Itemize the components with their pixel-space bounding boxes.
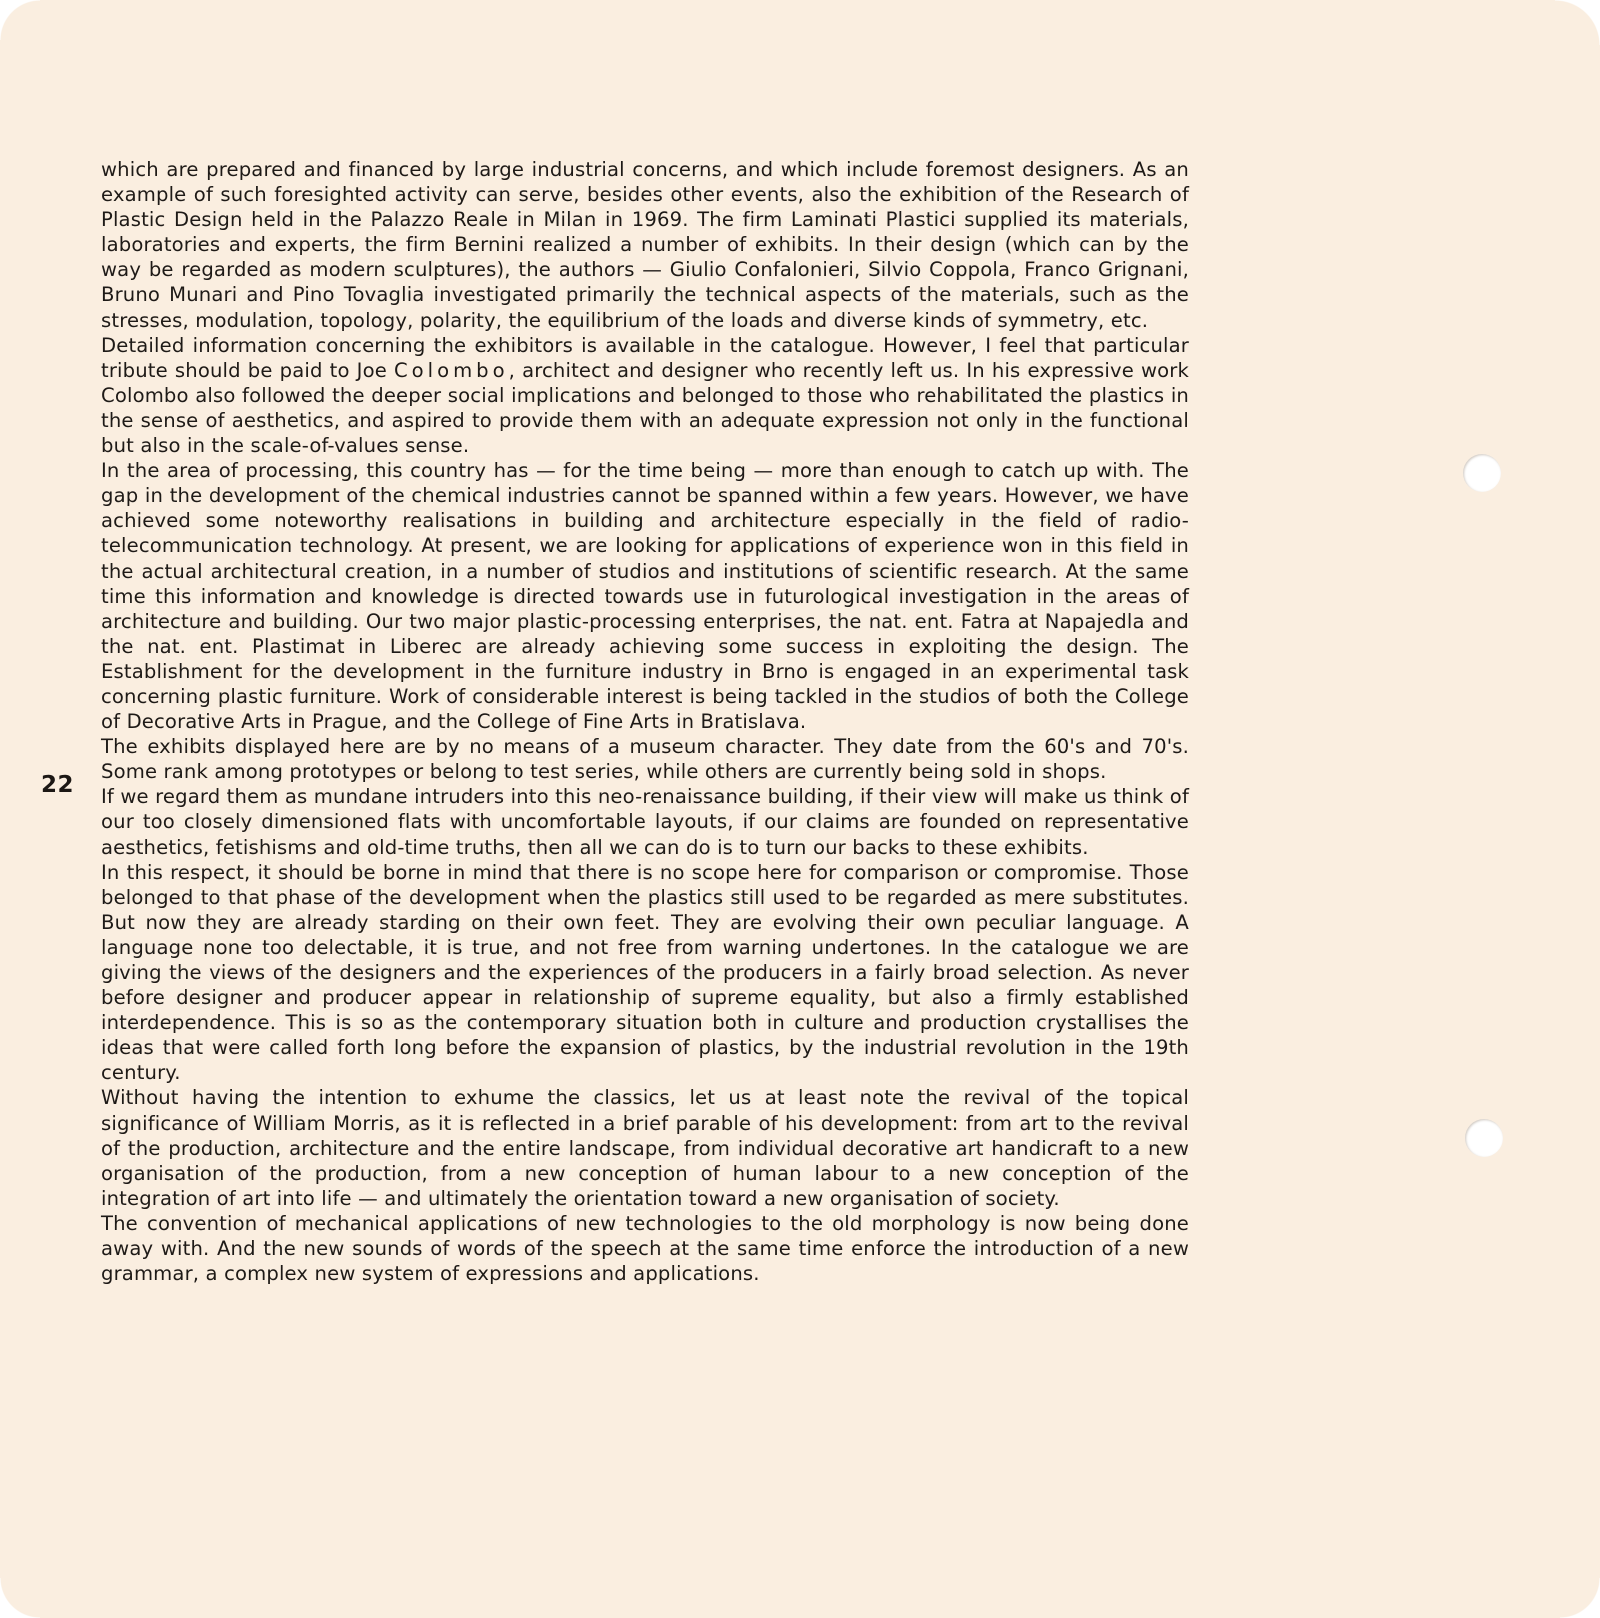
paragraph: Without having the intention to exhume the classics, let us at least note the revival of the topical significance of William Morris, as it is reflected in a brief parable of his development: from art to the revival of the production, architecture and the entire landscape, from individual decorative art handicraft to a new organisation of the production, from a new conception of human labour to a new conception of the integration of art into life — and ultimately the orientation toward a new organisation of society. bbox=[101, 1086, 1189, 1210]
body-text bbox=[101, 157, 1189, 1286]
paragraph: which are prepared and financed by large industrial concerns, and which include foremost designers. As an example of such foresighted activity can serve, besides other events, also the exhibition of the Research of Plastic Design held in the Palazzo Reale in Milan in 1969. The firm Laminati Plastici supplied its materials, laboratories and experts, the firm Bernini realized a number of exhibits. In their design (which can by the way be regarded as modern sculptures), the authors — Giulio Confalonieri, Silvio Coppola, Franco Grignani, Bruno Munari and Pino Tovaglia investigated primarily the technical aspects of the materials, such as the stresses, modulation, topology, polarity, the equilibrium of the loads and diverse kinds of symmetry, etc. bbox=[101, 158, 1189, 332]
page-number: 22 bbox=[41, 772, 75, 798]
paragraph: In this respect, it should be borne in mind that there is no scope here for comparison or compromise. Those belonged to that phase of the development when the plastics still used to be regarded as mere substitutes. But now they are already starding on their own feet. They are evolving their own peculiar language. A language none too delectable, it is true, and not free from warning undertones. In the catalogue we are giving the views of the designers and the experiences of the producers in a fairly broad selection. As never before designer and producer appear in relationship of supreme equality, but also a firmly established interdependence. This is so as the contemporary situation both in culture and production crystallises the ideas that were called forth long before the expansion of plastics, by the industrial revolution in the 19th century. bbox=[101, 860, 1189, 1085]
page-corner-top-right bbox=[1555, 0, 1600, 45]
paragraph: If we regard them as mundane intruders into this neo-renaissance building, if their view will make us think of our too closely dimensioned flats with uncomfortable layouts, if our claims are founded on representative aesthetics, fetishisms and old-time truths, then all we can do is to turn our backs to these exhibits. bbox=[101, 785, 1189, 859]
page-corner-top-left bbox=[0, 0, 40, 40]
paragraph-text-after-name: , architect and designer who recently left us. In his expressive work Colombo also followed the deeper social implications and belonged to those who rehabilitated the plastics in the sense of aesthetics, and aspired to provide them with an adequate expression not only in the functional but also in the scale-of-values sense. bbox=[101, 358, 1189, 458]
paragraph: The exhibits displayed here are by no means of a museum character. They date from the 60's and 70's. Some rank among prototypes or belong to test series, while others are currently being sold in shops. bbox=[101, 735, 1189, 784]
paragraph: In the area of processing, this country has — for the time being — more than enough to catch up with. The gap in the development of the chemical industries cannot be spanned within a few years. However, we have achieved some noteworthy realisations in building and architecture especially in the field of radio-telecommunication technology. At present, we are looking for applications of experience won in this field in the actual architectural creation, in a number of studios and institutions of scientific research. At the same time this information and knowledge is directed towards use in futurological investigation in the areas of architecture and building. Our two major plastic-processing enterprises, the nat. ent. Fatra at Napajedla and the nat. ent. Plastimat in Liberec are already achieving some success in exploiting the design. The Establishment for the development in the furniture industry in Brno is engaged in an experimental task concerning plastic furniture. Work of considerable interest is being tackled in the studios of both the College of Decorative Arts in Prague, and the College of Fine Arts in Bratislava. bbox=[101, 459, 1189, 734]
binder-hole-lower bbox=[1465, 1119, 1503, 1157]
paragraph: The convention of mechanical applications of new technologies to the old morphology is now being done away with. And the new sounds of words of the speech at the same time enforce the introduction of a new grammar, a complex new system of expressions and applications. bbox=[101, 1211, 1189, 1286]
page-corner-bottom-right bbox=[1560, 1578, 1600, 1618]
spaced-name-colombo: Colombo bbox=[394, 358, 509, 382]
paragraph bbox=[101, 333, 1189, 458]
page-corner-bottom-left bbox=[0, 1578, 40, 1618]
paragraph-text-before-name: Detailed information concerning the exhibitors is available in the catalogue. However, I feel that particular tribute should be paid to Joe bbox=[101, 333, 1189, 382]
binder-hole-upper bbox=[1463, 454, 1501, 492]
